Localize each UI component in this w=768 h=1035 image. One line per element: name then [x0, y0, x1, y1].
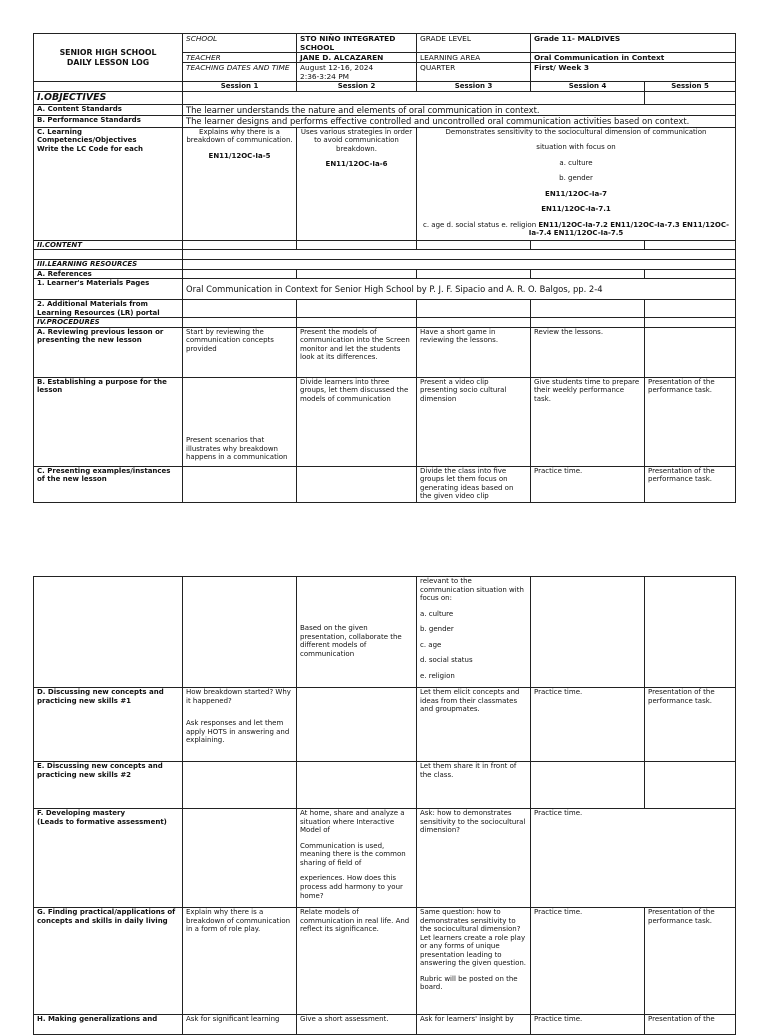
- content-standards-label: A. Content Standards: [34, 105, 183, 116]
- c2-s3-lead: relevant to the communication situation with focus on:: [420, 577, 524, 603]
- procedure-h-s5: Presentation of the: [645, 1015, 736, 1035]
- objectives-heading: I.OBJECTIVES: [34, 92, 183, 105]
- lc-s3-tail-codes: EN11/12OC-Ia-7.2 EN11/12OC-Ia-7.3 EN11/12OC-Ia-7.4 EN11/12OC-Ia-7.5: [528, 220, 730, 238]
- area-label: LEARNING AREA: [417, 53, 531, 63]
- c2-s3-culture: a. culture: [420, 609, 454, 618]
- procedure-f-s1: [183, 809, 297, 908]
- proc-blank-5: [645, 318, 736, 328]
- procedure-d-s5: Presentation of the performance task.: [645, 688, 736, 762]
- lc-s1-text: Explains why there is a breakdown of communication.: [186, 127, 293, 145]
- session-1-header: Session 1: [183, 82, 297, 92]
- teacher-label: TEACHER: [183, 53, 297, 63]
- content-heading: II.CONTENT: [34, 240, 183, 250]
- dates-value: [297, 63, 417, 82]
- references-blank-5: [645, 269, 736, 279]
- procedure-h-s1: Ask for significant learning: [183, 1015, 297, 1035]
- procedure-f-s2: [297, 809, 417, 908]
- lr-blank-3: [417, 300, 531, 318]
- procedure-c-label: C. Presenting examples/instances of the new lesson: [34, 466, 183, 502]
- session-5-header: Session 5: [645, 82, 736, 92]
- resources-heading-blank: [183, 260, 736, 270]
- procedure-f-s4: Practice time.: [531, 809, 736, 908]
- log-title: [34, 34, 183, 82]
- references-blank-2: [297, 269, 417, 279]
- c2-s3-gender: b. gender: [420, 625, 454, 634]
- references-blank-3: [417, 269, 531, 279]
- procedure-g-s5: Presentation of the performance task.: [645, 908, 736, 1015]
- lc-s3-line-2: situation with focus on: [536, 143, 616, 152]
- procedure-f-label: [34, 809, 183, 908]
- school-value: STO NIÑO INTEGRATED SCHOOL: [297, 34, 417, 53]
- procedure-h-label: H. Making generalizations and: [34, 1015, 183, 1035]
- procedure-d-label: D. Discussing new concepts and practicing new skills #1: [34, 688, 183, 762]
- procedure-b-s2: Divide learners into three groups, let them discussed the models of communication: [297, 377, 417, 466]
- lc-s2-text: Uses various strategies in order to avoid communication breakdown.: [300, 127, 413, 153]
- procedure-d-s3: Let them elicit concepts and ideas from their classmates and groupmates.: [417, 688, 531, 762]
- lc-s3-gender: b. gender: [559, 174, 593, 183]
- procedure-b-s4: Give students time to prepare their weekly performance task.: [531, 377, 645, 466]
- proc-blank-1: [183, 318, 297, 328]
- performance-standards-label: B. Performance Standards: [34, 116, 183, 127]
- spacer-row-label: [34, 250, 183, 260]
- c2-s3-social-status: d. social status: [420, 656, 473, 665]
- f-label-line-1: F. Developing mastery: [37, 809, 126, 818]
- procedure-h-s3: Ask for learners' insight by: [417, 1015, 531, 1035]
- content-blank-5: [645, 240, 736, 250]
- cont-label: [34, 577, 183, 688]
- procedure-g-s1: Explain why there is a breakdown of communication in a form of role play.: [183, 908, 297, 1015]
- procedure-h-s2: Give a short assessment.: [297, 1015, 417, 1035]
- procedure-d-s2: [297, 688, 417, 762]
- content-blank-3: [417, 240, 531, 250]
- teacher-value: JANE D. ALCAZAREN: [297, 53, 417, 63]
- content-blank-4: [531, 240, 645, 250]
- learners-materials-value: Oral Communication in Context for Senior High School by P. J. F. Sipacio and A. R. O. Balgos, pp. 2-4: [183, 279, 736, 300]
- procedure-c-s4: Practice time.: [531, 466, 645, 502]
- d-s1-question: How breakdown started? Why it happened?: [186, 688, 291, 705]
- lc-session-2: [297, 127, 417, 240]
- proc-blank-4: [531, 318, 645, 328]
- lc-s3-code-1: EN11/12OC-Ia-7: [545, 189, 607, 198]
- lr-blank-2: [297, 300, 417, 318]
- procedure-b-s3: Present a video clip presenting socio cultural dimension: [417, 377, 531, 466]
- session-4-header: Session 4: [531, 82, 645, 92]
- references-blank-4: [531, 269, 645, 279]
- f-s2-part-3: experiences. How does this process add harmony to your home?: [300, 874, 403, 900]
- lc-s1-code: EN11/12OC-Ia-5: [208, 151, 271, 160]
- log-title-line-1: SENIOR HIGH SCHOOL: [59, 48, 157, 58]
- lc-label-line-2: Write the LC Code for each: [37, 144, 144, 153]
- procedure-c2-s3: [417, 577, 531, 688]
- procedure-a-s1: Start by reviewing the communication concepts provided: [183, 327, 297, 377]
- procedure-d-s1: [183, 688, 297, 762]
- lc-s3-tail: [420, 221, 732, 238]
- grade-label: GRADE LEVEL: [417, 34, 531, 53]
- lr-blank-5: [645, 300, 736, 318]
- quarter-label: QUARTER: [417, 63, 531, 82]
- procedure-e-s3: Let them share it in front of the class.: [417, 762, 531, 809]
- d-s1-instruction: Ask responses and let them apply HOTS in answering and explaining.: [186, 719, 290, 745]
- procedure-f-s3: Ask: how to demonstrates sensitivity to the sociocultural dimension?: [417, 809, 531, 908]
- g-s3-rubric: Rubric will be posted on the board.: [420, 974, 518, 992]
- content-standards-value: The learner understands the nature and elements of oral communication in context.: [183, 105, 736, 116]
- dates-line-1: August 12-16, 2024: [300, 63, 374, 73]
- procedure-e-s1: [183, 762, 297, 809]
- procedure-e-s4: [531, 762, 645, 809]
- dates-label: TEACHING DATES AND TIME: [183, 63, 297, 82]
- performance-standards-value: The learner designs and performs effective controlled and uncontrolled oral communication activities based on context.: [183, 116, 736, 127]
- lr-blank-4: [531, 300, 645, 318]
- lc-label-line-1: C. Learning Competencies/Objectives: [37, 127, 137, 145]
- procedures-heading: IV.PROCEDURES: [34, 318, 183, 328]
- lc-session-3-5: [417, 127, 736, 240]
- cont-s5: [645, 577, 736, 688]
- learning-competencies-label: [34, 127, 183, 240]
- area-value: Oral Communication in Context: [531, 53, 736, 63]
- procedure-a-s4: Review the lessons.: [531, 327, 645, 377]
- f-s2-part-2: Communication is used, meaning there is the common sharing of field of: [300, 841, 406, 867]
- procedure-b-s1: Present scenarios that illustrates why breakdown happens in a communication: [183, 377, 297, 466]
- grade-value: Grade 11- MALDIVES: [531, 34, 736, 53]
- lr-blank-1: [183, 300, 297, 318]
- session-3-header: Session 3: [417, 82, 531, 92]
- lesson-log-table-page-2: [33, 576, 736, 1035]
- content-blank-2: [297, 240, 417, 250]
- procedure-e-s2: [297, 762, 417, 809]
- cont-s4: [531, 577, 645, 688]
- g-s3-roleplay: Let learners create a role play or any forms of unique presentation leading to answering the given question.: [420, 933, 527, 968]
- references-label: A. References: [34, 269, 183, 279]
- procedure-e-label: E. Discussing new concepts and practicing new skills #2: [34, 762, 183, 809]
- procedure-b-label: B. Establishing a purpose for the lesson: [34, 377, 183, 466]
- lc-s3-code-2: EN11/12OC-Ia-7.1: [541, 205, 611, 214]
- procedure-c-s1: [183, 466, 297, 502]
- procedure-a-s2: Present the models of communication into the Screen monitor and let the students look at its differences.: [297, 327, 417, 377]
- procedure-e-s5: [645, 762, 736, 809]
- proc-blank-3: [417, 318, 531, 328]
- objectives-heading-blank-5: [645, 92, 736, 105]
- resources-heading: III.LEARNING RESOURCES: [34, 260, 183, 270]
- lc-s3-line-1: Demonstrates sensitivity to the sociocultural dimension of communication: [445, 127, 707, 136]
- references-blank-1: [183, 269, 297, 279]
- c2-s3-age: c. age: [420, 640, 442, 649]
- additional-materials-label: 2. Additional Materials from Learning Resources (LR) portal: [34, 300, 183, 318]
- procedure-g-s4: Practice time.: [531, 908, 645, 1015]
- lesson-log-table-page-1: [33, 33, 736, 503]
- c2-s3-religion: e. religion: [420, 671, 455, 680]
- lc-s2-code: EN11/12OC-Ia-6: [325, 160, 388, 169]
- g-s3-question: Same question: how to demonstrates sensitivity to the sociocultural dimension?: [420, 908, 521, 934]
- learners-materials-label: 1. Learner's Materials Pages: [34, 279, 183, 300]
- procedure-c-s3: Divide the class into five groups let them focus on generating ideas based on the given video clip: [417, 466, 531, 502]
- cont-s1: [183, 577, 297, 688]
- dates-line-2: 2:36-3:24 PM: [300, 72, 350, 82]
- procedure-a-label: A. Reviewing previous lesson or presenting the new lesson: [34, 327, 183, 377]
- f-s2-part-1: At home, share and analyze a situation where Interactive Model of: [300, 809, 405, 835]
- procedure-c2-s2: Based on the given presentation, collaborate the different models of communication: [297, 577, 417, 688]
- session-2-header: Session 2: [297, 82, 417, 92]
- spacer-row: [183, 250, 736, 260]
- lc-s3-culture: a. culture: [559, 158, 593, 167]
- quarter-value: First/ Week 3: [531, 63, 736, 82]
- content-blank-1: [183, 240, 297, 250]
- school-label: SCHOOL: [183, 34, 297, 53]
- procedure-a-s3: Have a short game in reviewing the lessons.: [417, 327, 531, 377]
- log-title-line-2: DAILY LESSON LOG: [66, 57, 150, 67]
- proc-blank-2: [297, 318, 417, 328]
- procedure-c-s2: [297, 466, 417, 502]
- procedure-g-label: G. Finding practical/applications of concepts and skills in daily living: [34, 908, 183, 1015]
- lc-s3-tail-plain: c. age d. social status e. religion: [422, 220, 537, 229]
- procedure-b-s5: Presentation of the performance task.: [645, 377, 736, 466]
- session-header-blank: [34, 82, 183, 92]
- procedure-c-s5: Presentation of the performance task.: [645, 466, 736, 502]
- lc-session-1: [183, 127, 297, 240]
- procedure-a-s5: [645, 327, 736, 377]
- procedure-g-s3: [417, 908, 531, 1015]
- procedure-h-s4: Practice time.: [531, 1015, 645, 1035]
- procedure-g-s2: Relate models of communication in real life. And reflect its significance.: [297, 908, 417, 1015]
- f-label-line-2: (Leads to formative assessment): [37, 817, 167, 826]
- objectives-heading-blank: [183, 92, 645, 105]
- procedure-d-s4: Practice time.: [531, 688, 645, 762]
